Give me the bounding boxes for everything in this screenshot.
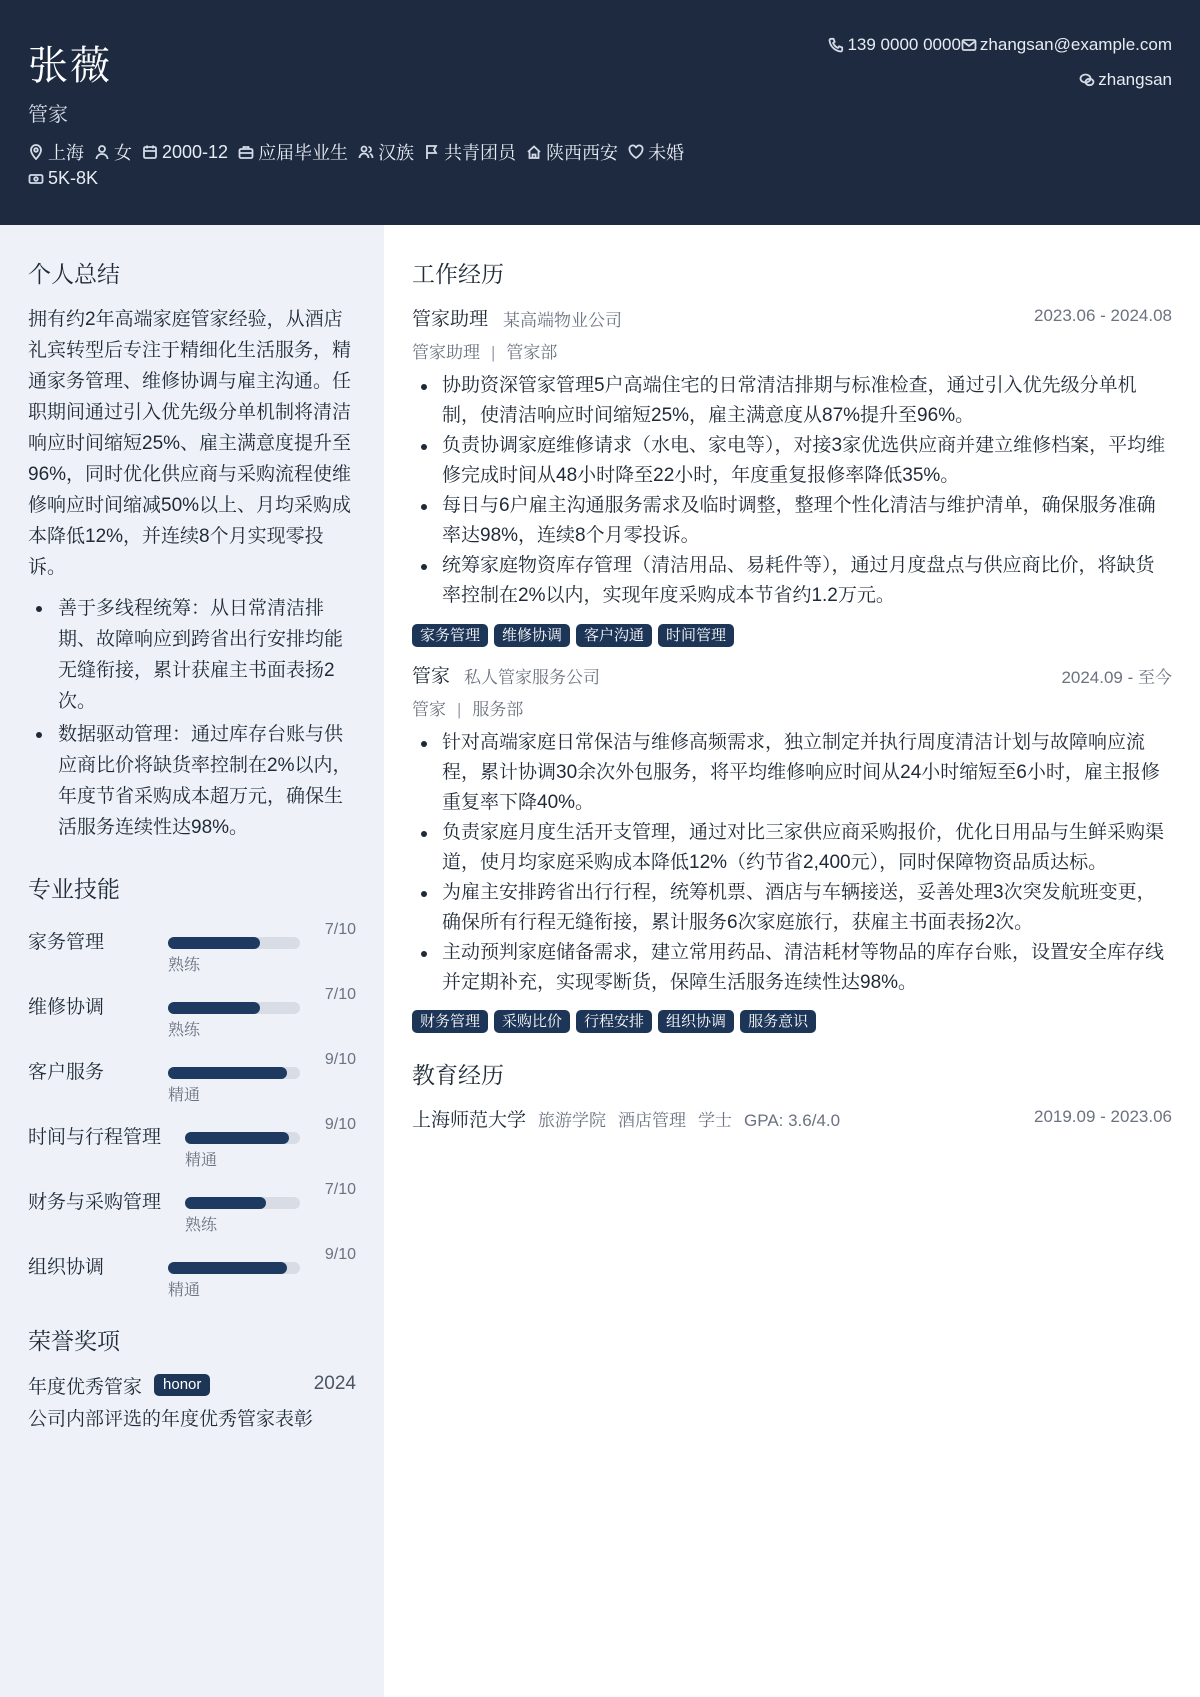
education-item xyxy=(412,1105,1172,1135)
skill-bar-fill xyxy=(168,937,260,949)
edu-date: 2019.09 - 2023.06 xyxy=(1033,1107,1172,1126)
job-date: 2023.06 - 2024.08 xyxy=(1033,306,1172,325)
skill-score: 7/10 xyxy=(324,921,356,938)
skill-bar-track xyxy=(185,1132,300,1144)
job-company: 私人管家服务公司 xyxy=(464,668,600,687)
info-ethnicity xyxy=(358,139,414,165)
people-icon xyxy=(358,144,374,160)
job-tags xyxy=(412,624,740,647)
skill-level: 熟练 xyxy=(168,957,201,974)
honor-name: 年度优秀管家 xyxy=(28,1376,143,1398)
job-point: 负责家庭月度生活开支管理，通过对比三家供应商采购报价，优化日用品与生鲜采购渠道，使月均家庭采购成本降低12%（约节省2,400元），同时保障物资品质达标。 xyxy=(412,818,1172,878)
wechat-icon xyxy=(1079,72,1095,88)
info-experience-text: 应届毕业生 xyxy=(258,143,349,163)
info-location-text: 上海 xyxy=(48,143,84,163)
skill-tag: 时间管理 xyxy=(658,624,734,647)
edu-school: 上海师范大学 xyxy=(412,1110,527,1131)
salary-icon xyxy=(28,171,44,187)
skill-score: 9/10 xyxy=(324,1051,356,1068)
summary-text: 拥有约2年高端家庭管家经验，从酒店礼宾转型后专注于精细化生活服务，精通家务管理、维修协调与雇主沟通。任职期间通过引入优先级分单机制将清洁响应时间缩短25%、雇主满意度提升至96%，同时优化供应商与采购流程使维修响应时间缩减50%以上、月均采购成本降低12%，并连续8个月实现零投诉。 xyxy=(28,309,352,578)
skill-tag: 服务意识 xyxy=(740,1010,816,1033)
job-department: 服务部 xyxy=(472,700,524,719)
briefcase-icon xyxy=(238,144,254,160)
summary-section-title: 个人总结 xyxy=(28,261,120,287)
job-date: 2024.09 - 至今 xyxy=(1061,668,1172,687)
skill-tag: 家务管理 xyxy=(412,624,488,647)
info-political-text: 共青团员 xyxy=(444,143,517,163)
skill-bar-track xyxy=(185,1197,300,1209)
info-salary-text: 5K-8K xyxy=(48,168,99,188)
job-position-line xyxy=(412,695,523,720)
job-point: 每日与6户雇主沟通服务需求及临时调整，整理个性化清洁与维护清单，确保服务准确率达98%，连续8个月零投诉。 xyxy=(412,491,1172,551)
skill-name: 家务管理 xyxy=(28,932,105,953)
skill-level: 精通 xyxy=(168,1282,201,1299)
contact-email[interactable] xyxy=(961,35,1172,55)
location-icon xyxy=(28,144,44,160)
job-company: 某高端物业公司 xyxy=(503,311,622,330)
mail-icon xyxy=(961,37,977,53)
job-title: 管家助理 xyxy=(412,309,489,330)
honor-description: 公司内部评选的年度优秀管家表彰 xyxy=(28,1409,314,1430)
candidate-role: 管家 xyxy=(28,104,68,126)
skill-bar-fill xyxy=(185,1197,266,1209)
job-point: 统筹家庭物资库存管理（清洁用品、易耗件等），通过月度盘点与供应商比价，将缺货率控制在2%以内，实现年度采购成本节省约1.2万元。 xyxy=(412,551,1172,611)
job-position: 管家 xyxy=(412,700,446,719)
home-icon xyxy=(526,144,542,160)
job-points xyxy=(412,728,1172,998)
skill-level: 熟练 xyxy=(185,1217,218,1234)
work-section-title: 工作经历 xyxy=(412,261,504,287)
summary-point: 善于多线程统筹：从日常清洁排期、故障响应到跨省出行安排均能无缝衔接，累计获雇主书面表扬2次。 xyxy=(28,593,358,717)
job-point: 针对高端家庭日常保洁与维修高频需求，独立制定并执行周度清洁计划与故障响应流程，累计协调30余次外包服务，将平均维修响应时间从24小时缩短至6小时，雇主报修重复率下降40%。 xyxy=(412,728,1172,818)
skill-level: 精通 xyxy=(168,1087,201,1104)
wechat-text: zhangsan xyxy=(1098,70,1172,89)
job-header xyxy=(412,661,1172,691)
flag-icon xyxy=(424,144,440,160)
skill-bar-track xyxy=(168,937,300,949)
heart-icon xyxy=(628,144,644,160)
candidate-name: 张薇 xyxy=(28,44,112,88)
phone-icon xyxy=(828,37,844,53)
info-experience xyxy=(238,139,348,165)
skill-item xyxy=(28,1108,358,1168)
skill-bar-track xyxy=(168,1067,300,1079)
job-header xyxy=(412,304,1172,334)
info-hometown-text: 陕西西安 xyxy=(546,143,619,163)
honor-item xyxy=(28,1370,358,1400)
job-tags xyxy=(412,1010,822,1033)
job-position-line xyxy=(412,338,557,363)
skill-bar-fill xyxy=(168,1067,287,1079)
job-point: 负责协调家庭维修请求（水电、家电等），对接3家优选供应商并建立维修档案，平均维修完成时间从48小时降至22小时，年度重复报修率降低35%。 xyxy=(412,431,1172,491)
info-hometown xyxy=(526,139,618,165)
skill-item xyxy=(28,1238,358,1298)
info-political xyxy=(424,139,516,165)
job-points xyxy=(412,371,1172,611)
skill-name: 时间与行程管理 xyxy=(28,1127,162,1148)
skill-item xyxy=(28,1173,358,1233)
skill-bar-track xyxy=(168,1002,300,1014)
info-birth-text: 2000-12 xyxy=(162,141,229,162)
job-point: 协助资深管家管理5户高端住宅的日常清洁排期与标准检查，通过引入优先级分单机制，使清洁响应时间缩短25%，雇主满意度从87%提升至96%。 xyxy=(412,371,1172,431)
skill-level: 熟练 xyxy=(168,1022,201,1039)
skill-tag: 采购比价 xyxy=(494,1010,570,1033)
info-birth xyxy=(142,142,228,163)
skill-item xyxy=(28,913,358,973)
job-department: 管家部 xyxy=(506,343,558,362)
edu-college: 旅游学院 xyxy=(538,1111,607,1130)
skill-tag: 客户沟通 xyxy=(576,624,652,647)
job-position: 管家助理 xyxy=(412,343,480,362)
skill-name: 财务与采购管理 xyxy=(28,1192,162,1213)
edu-gpa: GPA: 3.6/4.0 xyxy=(744,1111,841,1130)
skills-section-title: 专业技能 xyxy=(28,876,120,902)
job-point: 主动预判家庭储备需求，建立常用药品、清洁耗材等物品的库存台账，设置安全库存线并定期补充，实现零断货，保障生活服务连续性达98%。 xyxy=(412,938,1172,998)
wechat-row xyxy=(1079,70,1172,90)
summary-point: 数据驱动管理：通过库存台账与供应商比价将缺货率控制在2%以内，年度节省采购成本超万元，确保生活服务连续性达98%。 xyxy=(28,719,358,843)
skill-bar-track xyxy=(168,1262,300,1274)
calendar-icon xyxy=(142,144,158,160)
info-location xyxy=(28,139,84,165)
info-ethnicity-text: 汉族 xyxy=(378,143,415,163)
info-marital xyxy=(628,139,684,165)
skill-tag: 行程安排 xyxy=(576,1010,652,1033)
info-salary xyxy=(28,168,98,189)
skill-name: 组织协调 xyxy=(28,1257,105,1278)
person-icon xyxy=(94,144,110,160)
skill-score: 7/10 xyxy=(324,1181,356,1198)
separator: | xyxy=(491,343,496,362)
honors-section-title: 荣誉奖项 xyxy=(28,1328,120,1354)
edu-major: 酒店管理 xyxy=(618,1111,687,1130)
skill-bar-fill xyxy=(168,1002,260,1014)
skill-bar-fill xyxy=(168,1262,287,1274)
skill-tag: 维修协调 xyxy=(494,624,570,647)
skill-tag: 组织协调 xyxy=(658,1010,734,1033)
skill-name: 客户服务 xyxy=(28,1062,105,1083)
skill-item xyxy=(28,978,358,1038)
job-point: 为雇主安排跨省出行行程，统筹机票、酒店与车辆接送，妥善处理3次突发航班变更，确保所有行程无缝衔接，累计服务6次家庭旅行，获雇主书面表扬2次。 xyxy=(412,878,1172,938)
contact-wechat[interactable] xyxy=(1079,70,1172,90)
skill-score: 9/10 xyxy=(324,1246,356,1263)
skill-item xyxy=(28,1043,358,1103)
phone-text: 139 0000 0000 xyxy=(847,35,961,54)
skill-score: 9/10 xyxy=(324,1116,356,1133)
resume-header xyxy=(0,0,1200,225)
separator: | xyxy=(457,700,462,719)
info-gender xyxy=(94,139,132,165)
honor-badge: honor xyxy=(154,1374,210,1396)
job-title: 管家 xyxy=(412,666,451,687)
skill-bar-fill xyxy=(185,1132,289,1144)
skill-tag: 财务管理 xyxy=(412,1010,488,1033)
info-gender-text: 女 xyxy=(114,143,132,163)
skill-score: 7/10 xyxy=(324,986,356,1003)
skill-level: 精通 xyxy=(185,1152,218,1169)
salary-row xyxy=(28,168,108,189)
honor-year: 2024 xyxy=(313,1373,356,1394)
summary-points xyxy=(28,593,358,845)
edu-degree: 学士 xyxy=(698,1111,733,1130)
contact-phone[interactable] xyxy=(828,35,960,55)
info-marital-text: 未婚 xyxy=(648,143,685,163)
email-text: zhangsan@example.com xyxy=(979,35,1172,54)
skill-name: 维修协调 xyxy=(28,997,105,1018)
personal-info-row xyxy=(28,139,694,165)
education-section-title: 教育经历 xyxy=(412,1062,504,1088)
contact-row xyxy=(828,35,1172,55)
